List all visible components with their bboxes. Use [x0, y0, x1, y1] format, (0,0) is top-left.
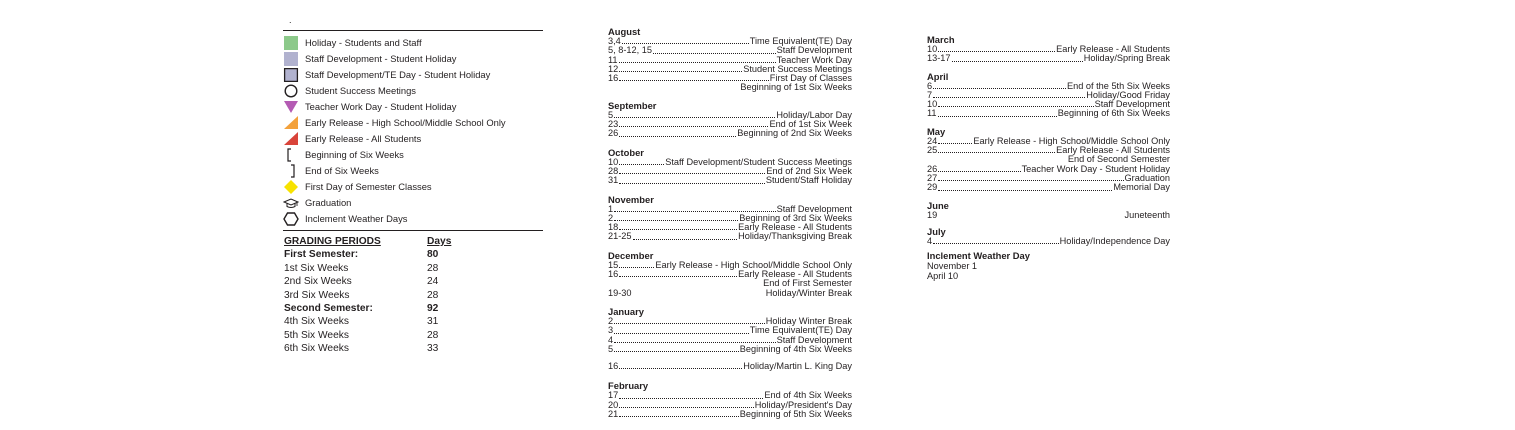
event-date: 19-30: [608, 287, 632, 298]
grading-period-days: 33: [427, 343, 439, 355]
legend-item: [283, 115, 545, 131]
dot-leader: [938, 171, 1020, 172]
event-description: Teacher Work Day: [776, 54, 852, 65]
event-description: Holiday/Winter Break: [765, 287, 852, 298]
dot-leader: [619, 407, 754, 408]
dot-leader: [933, 88, 1066, 89]
event-date: 3: [608, 325, 614, 336]
event-date: 18: [608, 222, 619, 233]
dot-leader: [619, 229, 737, 230]
event-date: 10: [608, 156, 619, 167]
event-date: 23: [608, 119, 619, 130]
outlined-square-icon: [283, 68, 299, 82]
event-date: 15: [608, 259, 619, 270]
month-heading: January: [608, 305, 644, 317]
grading-period-name: 2nd Six Weeks: [284, 276, 352, 288]
month-heading: October: [608, 146, 644, 158]
event-date: 29: [927, 182, 938, 193]
legend-label: Staff Development - Student Holiday: [305, 53, 457, 64]
legend-label: Staff Development/TE Day - Student Holiday: [305, 69, 491, 80]
calendar-event: [608, 362, 852, 371]
yellow-diamond-icon: [283, 180, 299, 194]
grading-row: [283, 342, 545, 355]
calendar-column-fall: [608, 27, 852, 419]
dot-leader: [633, 239, 738, 240]
dot-leader: [619, 368, 742, 369]
calendar-event: [608, 176, 852, 185]
month-heading: March: [927, 34, 955, 45]
dot-leader: [933, 243, 1059, 244]
event-description: End of 4th Six Weeks: [764, 390, 852, 401]
event-date: 25: [927, 145, 938, 156]
calendar-column-spring: [927, 35, 1170, 281]
event-description: Early Release - High School/Middle School Only: [973, 135, 1170, 146]
grading-row: [283, 248, 545, 261]
lavender-square-icon: [283, 52, 299, 66]
month-heading: July: [927, 225, 946, 237]
inclement-date: November 1: [927, 261, 978, 272]
grading-period-name: 4th Six Weeks: [284, 316, 349, 328]
legend-column: [283, 24, 545, 356]
dot-leader: [933, 97, 1085, 98]
legend-label: Early Release - All Students: [305, 133, 422, 144]
calendar-event: [608, 129, 852, 138]
event-description: Staff Development: [776, 334, 852, 345]
event-description: Staff Development: [776, 45, 852, 56]
event-continuation: Beginning of 1st Six Weeks: [740, 82, 852, 93]
dot-leader: [619, 183, 765, 184]
header-mark: .: [289, 15, 292, 25]
calendar-event: [608, 232, 852, 241]
grading-period-days: 80: [427, 249, 439, 261]
event-date: 3,4: [608, 36, 621, 46]
calendar-event: [927, 54, 1170, 63]
dot-leader: [619, 164, 664, 165]
event-date: 5: [608, 109, 614, 120]
event-description: Beginning of 6th Six Weeks: [1057, 108, 1170, 119]
legend-label: Beginning of Six Weeks: [305, 149, 404, 160]
event-date: 6: [927, 80, 933, 91]
event-date: 7: [927, 89, 933, 100]
dot-leader: [619, 267, 654, 268]
event-date: 21-25: [608, 231, 632, 242]
legend-label: Student Success Meetings: [305, 85, 416, 96]
event-description: Early Release - High School/Middle School Only: [655, 259, 852, 270]
event-date: 5: [608, 343, 614, 354]
event-date: 28: [608, 165, 619, 176]
green-square-icon: [283, 36, 299, 50]
grading-row: [283, 302, 545, 315]
grading-period-name: 6th Six Weeks: [284, 343, 349, 355]
grading-period-name: 1st Six Weeks: [284, 262, 349, 274]
dot-leader: [619, 71, 742, 72]
event-description: Holiday/Labor Day: [776, 109, 852, 120]
legend-label: Early Release - High School/Middle School Only: [305, 117, 506, 128]
event-description: Staff Development: [776, 203, 852, 214]
dot-leader: [938, 116, 1057, 117]
inclement-date: April 10: [927, 271, 959, 282]
grading-period-name: 3rd Six Weeks: [284, 289, 350, 301]
dot-leader: [619, 416, 739, 417]
event-date: 12: [608, 63, 619, 74]
grading-period-days: 28: [427, 329, 439, 341]
dot-leader: [938, 51, 1055, 52]
event-date: 13-17: [927, 53, 951, 64]
dot-leader: [614, 351, 739, 352]
event-description: Graduation: [1124, 172, 1170, 183]
event-date: 10: [927, 44, 938, 54]
dot-leader: [938, 143, 972, 144]
event-continuation: End of First Semester: [763, 278, 852, 289]
grading-row: [283, 315, 545, 328]
event-date: 16: [608, 269, 619, 280]
event-date: 1: [608, 203, 614, 214]
calendar-event: [927, 183, 1170, 192]
legend-label: Inclement Weather Days: [305, 213, 408, 224]
grading-period-name: Second Semester:: [284, 302, 373, 314]
event-description: Holiday/Spring Break: [1083, 53, 1170, 64]
event-description: Holiday/Martin L. King Day: [743, 361, 852, 372]
middle-divider: [283, 230, 543, 231]
dot-leader: [653, 53, 776, 54]
event-date: 21: [608, 409, 619, 420]
event-description: Holiday/Thanksgiving Break: [738, 231, 852, 242]
grading-period-days: 31: [427, 316, 439, 328]
event-date: 4: [927, 235, 933, 246]
grading-period-days: 24: [427, 276, 439, 288]
legend-item: [283, 35, 545, 51]
grading-period-days: 92: [427, 302, 439, 314]
event-date: 19: [927, 209, 938, 220]
grading-period-days: 28: [427, 289, 439, 301]
event-description: Staff Development/Student Success Meetings: [665, 156, 852, 167]
dot-leader: [619, 62, 776, 63]
grading-period-name: First Semester:: [284, 249, 359, 261]
legend-item: [283, 179, 545, 195]
right-bracket-icon: [283, 164, 299, 178]
grading-row: [283, 275, 545, 288]
month-heading: April: [927, 70, 949, 82]
event-description: Early Release - All Students: [1056, 145, 1170, 156]
month-heading: May: [927, 125, 946, 137]
event-description: Beginning of 2nd Six Weeks: [737, 128, 852, 139]
legend-label: First Day of Semester Classes: [305, 181, 432, 192]
event-date: 5, 8-12, 15: [608, 45, 652, 56]
legend-item: [283, 67, 545, 83]
hexagon-outline-icon: [283, 212, 299, 226]
month-heading: February: [608, 380, 649, 392]
legend-item: [283, 83, 545, 99]
month-heading: December: [608, 249, 654, 261]
event-date: 16: [608, 73, 619, 84]
dot-leader: [614, 220, 738, 221]
event-description: Time Equivalent(TE) Day: [749, 325, 852, 336]
dot-leader: [619, 276, 737, 277]
event-date: 16: [608, 361, 619, 372]
calendar-event: [927, 211, 1170, 220]
calendar-event: [927, 109, 1170, 118]
dot-leader: [619, 398, 763, 399]
grading-periods: [283, 235, 545, 356]
event-description: Juneteenth: [1124, 209, 1170, 220]
grading-rows: [283, 248, 545, 355]
days-heading: Days: [427, 236, 452, 247]
event-description: End of 2nd Six Week: [766, 165, 852, 176]
dot-leader: [938, 190, 1112, 191]
calendar-event: [608, 345, 852, 354]
event-description: Holiday Winter Break: [765, 315, 852, 326]
event-date: 24: [927, 135, 938, 146]
left-bracket-icon: [283, 148, 299, 162]
month-heading: November: [608, 193, 654, 205]
event-description: First Day of Classes: [769, 73, 852, 84]
event-description: Beginning of 3rd Six Weeks: [739, 212, 852, 223]
event-description: Teacher Work Day - Student Holiday: [1021, 163, 1170, 174]
purple-triangle-down-icon: [283, 100, 299, 114]
dot-leader: [938, 152, 1055, 153]
dot-leader: [952, 61, 1083, 62]
circle-outline-icon: [283, 84, 299, 98]
legend-label: Teacher Work Day - Student Holiday: [305, 101, 457, 112]
dot-leader: [622, 43, 749, 44]
legend-item: [283, 51, 545, 67]
event-date: 2: [608, 212, 614, 223]
event-description: Early Release - All Students: [1056, 44, 1170, 54]
legend-item: [283, 99, 545, 115]
grading-period-name: 5th Six Weeks: [284, 329, 349, 341]
legend-item: [283, 163, 545, 179]
legend-item: [283, 131, 545, 147]
event-date: 4: [608, 334, 614, 345]
graduation-cap-icon: [283, 196, 299, 210]
month-heading: August: [608, 26, 641, 37]
dot-leader: [938, 106, 1093, 107]
event-description: Early Release - All Students: [738, 222, 852, 233]
event-description: Beginning of 4th Six Weeks: [739, 343, 852, 354]
calendar-event: [608, 410, 852, 419]
legend-item: [283, 147, 545, 163]
event-date: 11: [608, 54, 618, 65]
calendar-event: [927, 237, 1170, 246]
grading-header-row: [283, 235, 545, 248]
dot-leader: [619, 126, 768, 127]
dot-leader: [938, 180, 1123, 181]
event-description: Memorial Day: [1113, 182, 1170, 193]
grading-row: [283, 289, 545, 302]
legend-list: [283, 35, 545, 227]
orange-half-triangle-icon: [283, 116, 299, 130]
calendar-event: [608, 289, 852, 298]
event-description: Early Release - All Students: [738, 269, 852, 280]
event-description: Holiday/Good Friday: [1086, 89, 1170, 100]
month-heading: June: [927, 199, 949, 211]
event-date: 10: [927, 99, 938, 110]
dot-leader: [614, 117, 775, 118]
dot-leader: [614, 211, 775, 212]
dot-leader: [619, 80, 769, 81]
event-date: 17: [608, 390, 619, 401]
event-description: Student Success Meetings: [743, 63, 852, 74]
event-date: 26: [608, 128, 619, 139]
event-date: 27: [927, 172, 938, 183]
event-description: Beginning of 5th Six Weeks: [739, 409, 852, 420]
event-date: 2: [608, 315, 614, 326]
legend-item: [283, 195, 545, 211]
event-continuation: End of Second Semester: [1067, 154, 1170, 165]
legend-label: Graduation: [305, 197, 352, 208]
top-divider: [283, 30, 543, 31]
dot-leader: [614, 342, 775, 343]
event-date: 31: [608, 175, 619, 186]
grading-row: [283, 329, 545, 342]
dot-leader: [619, 136, 736, 137]
event-date: 20: [608, 399, 619, 410]
legend-label: End of Six Weeks: [305, 165, 379, 176]
inclement-heading: Inclement Weather Day: [927, 250, 1030, 262]
month-heading: September: [608, 99, 657, 111]
legend-label: Holiday - Students and Staff: [305, 37, 422, 48]
dot-leader: [614, 323, 765, 324]
event-description: Holiday/Independence Day: [1059, 235, 1170, 246]
event-description: Staff Development: [1094, 99, 1170, 110]
grading-row: [283, 262, 545, 275]
grading-period-days: 28: [427, 262, 439, 274]
event-date: 11: [927, 108, 937, 119]
event-description: Holiday/President's Day: [754, 399, 852, 410]
dot-leader: [614, 333, 749, 334]
dot-leader: [619, 173, 765, 174]
event-description: End of 1st Six Week: [769, 119, 852, 130]
grading-heading: GRADING PERIODS: [284, 236, 381, 247]
event-date: 26: [927, 163, 938, 174]
red-half-triangle-icon: [283, 132, 299, 146]
event-description: Student/Staff Holiday: [765, 175, 852, 186]
event-description: End of the 5th Six Weeks: [1067, 80, 1170, 91]
legend-item: [283, 211, 545, 227]
event-description: Time Equivalent(TE) Day: [749, 36, 852, 46]
